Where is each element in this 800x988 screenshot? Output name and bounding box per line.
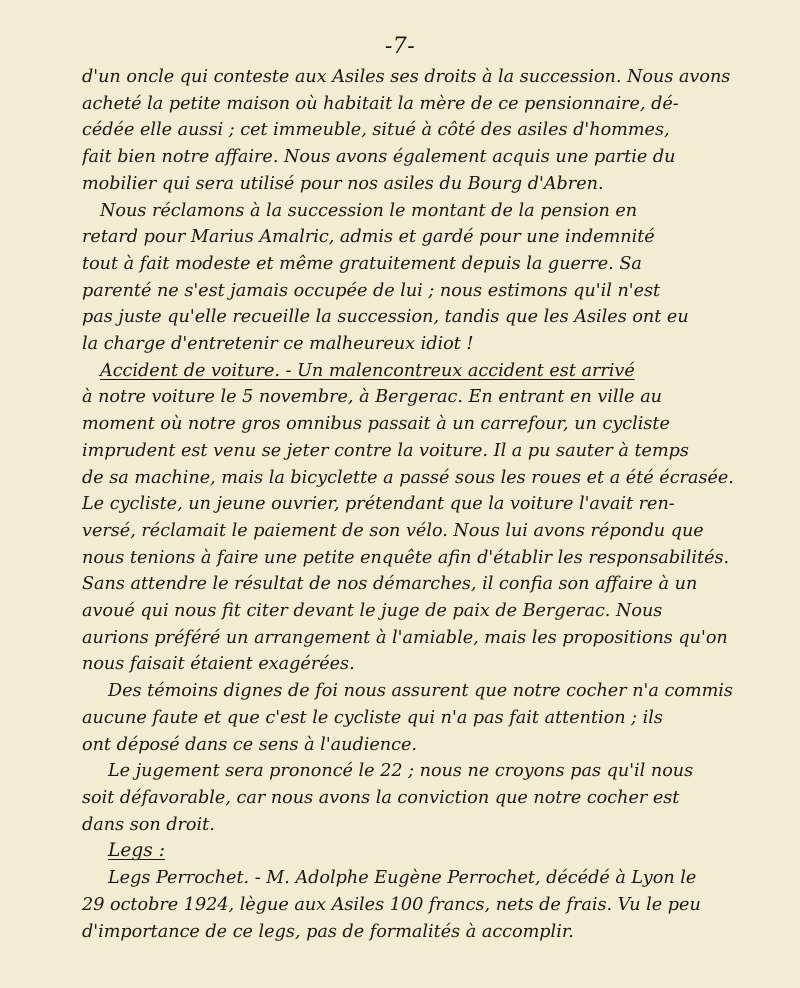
text-line-28: soit défavorable, car nous avons la conviction que notre cocher est [82, 787, 680, 808]
legs-heading-line [82, 838, 762, 865]
text-line-26: ont déposé dans ce sens à l'audience. [82, 734, 417, 755]
text-line-1: d'un oncle qui conteste aux Asiles ses droits à la succession. Nous avons [82, 67, 731, 87]
page-number: -7- [384, 34, 416, 59]
text-line-6: Nous réclamons à la succession le montant de la pension en [100, 200, 638, 221]
text-line-19: nous tenions à faire une petite enquête afin d'établir les responsabilités. [82, 547, 730, 568]
text-line-23: nous faisait étaient exagérées. [82, 654, 355, 675]
text-line-14: moment où notre gros omnibus passait à un carrefour, un cycliste [82, 414, 670, 435]
text-line-21: avoué qui nous fit citer devant le juge de paix de Bergerac. Nous [82, 601, 663, 622]
text-line-27: Le jugement sera prononcé le 22 ; nous ne croyons pas qu'il nous [108, 761, 694, 782]
text-line-4: fait bien notre affaire. Nous avons également acquis une partie du [82, 147, 676, 168]
text-line-31: Legs Perrochet. - M. Adolphe Eugène Perrochet, décédé à Lyon le [108, 868, 697, 889]
text-line-16: de sa machine, mais la bicyclette a passé sous les roues et a été écrasée. [82, 467, 734, 488]
text-line-25: aucune faute et que c'est le cycliste qui n'a pas fait attention ; ils [82, 707, 663, 728]
text-line-2: acheté la petite maison où habitait la mère de ce pensionnaire, dé- [82, 93, 679, 114]
manuscript-text [82, 64, 762, 945]
text-line-32: 29 octobre 1924, lègue aux Asiles 100 francs, nets de frais. Vu le peu [82, 894, 701, 915]
legs-heading: Legs : [108, 840, 165, 862]
accident-heading-line: Accident de voiture. - Un malencontreux accident est arrivé [100, 360, 635, 381]
text-line-3: cédée elle aussi ; cet immeuble, situé à côté des asiles d'hommes, [82, 120, 670, 141]
text-line-15: imprudent est venu se jeter contre la voiture. Il a pu sauter à temps [82, 440, 689, 461]
text-line-33: d'importance de ce legs, pas de formalités à accomplir. [82, 921, 574, 942]
text-line-7: retard pour Marius Amalric, admis et gardé pour une indemnité [82, 227, 655, 248]
text-line-17: Le cycliste, un jeune ouvrier, prétendant que la voiture l'avait ren- [82, 494, 675, 515]
text-line-20: Sans attendre le résultat de nos démarches, il confia son affaire à un [82, 574, 698, 595]
text-line-10: pas juste qu'elle recueille la succession, tandis que les Asiles ont eu [82, 307, 689, 328]
text-line-8: tout à fait modeste et même gratuitement depuis la guerre. Sa [82, 253, 642, 274]
text-line-18: versé, réclamait le paiement de son vélo. Nous lui avons répondu que [82, 520, 704, 541]
text-line-13: à notre voiture le 5 novembre, à Bergerac. En entrant en ville au [82, 387, 663, 408]
text-line-11: la charge d'entretenir ce malheureux idiot ! [82, 334, 474, 355]
text-line-5: mobilier qui sera utilisé pour nos asiles du Bourg d'Abren. [82, 173, 604, 194]
text-line-29: dans son droit. [82, 814, 215, 835]
text-line-22: aurions préféré un arrangement à l'amiable, mais les propositions qu'on [82, 627, 728, 648]
text-line-9: parenté ne s'est jamais occupée de lui ; nous estimons qu'il n'est [82, 280, 661, 301]
text-line-24: Des témoins dignes de foi nous assurent que notre cocher n'a commis [108, 681, 733, 702]
